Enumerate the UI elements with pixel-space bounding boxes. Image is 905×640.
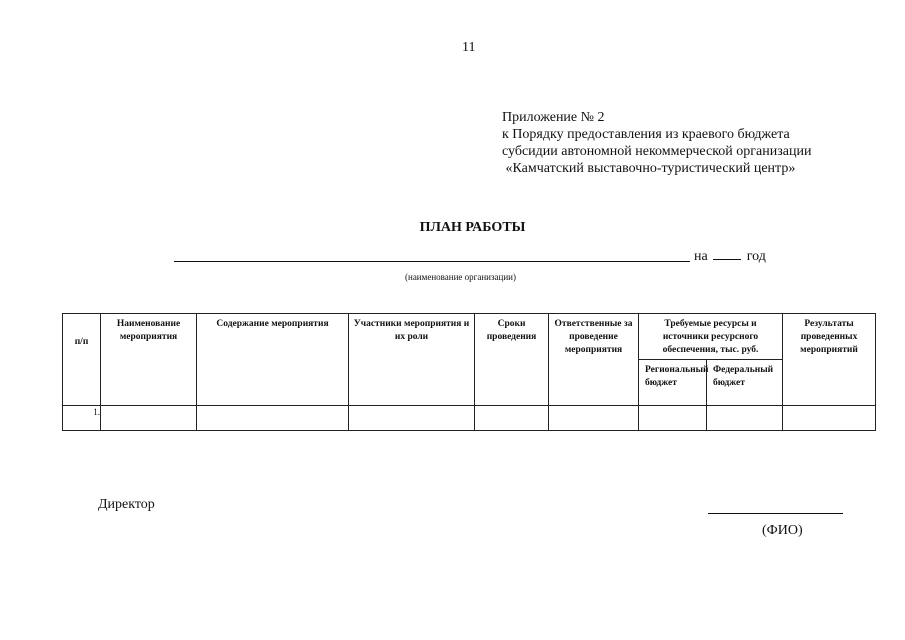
cell-federal — [707, 406, 783, 431]
header-federal: Федеральный бюджет — [707, 360, 783, 406]
year-row — [694, 247, 766, 265]
year-blank-line — [713, 247, 741, 260]
cell-participants — [349, 406, 475, 431]
page-number: 11 — [462, 40, 476, 55]
header-content: Содержание мероприятия — [197, 314, 349, 406]
cell-content — [197, 406, 349, 431]
signature-line — [708, 512, 843, 514]
document-title: ПЛАН РАБОТЫ — [419, 220, 526, 235]
table-header-row — [63, 314, 876, 360]
work-plan-table — [62, 313, 876, 431]
header-regional: Региональный бюджет — [639, 360, 707, 406]
header-resources: Требуемые ресурсы и источники ресурсного обеспечения, тыс. руб. — [639, 314, 783, 360]
cell-results — [783, 406, 876, 431]
cell-terms — [475, 406, 549, 431]
annex-line-2: к Порядку предоставления из краевого бюджета — [502, 127, 790, 142]
on-label: на — [694, 249, 708, 264]
annex-line-1: Приложение № 2 — [502, 110, 605, 125]
organization-caption: (наименование организации) — [405, 272, 516, 282]
annex-line-3: субсидии автономной некоммерческой организации — [502, 144, 812, 159]
annex-line-4: «Камчатский выставочно-туристический центр» — [502, 161, 796, 176]
header-results: Результаты проведенных мероприятий — [783, 314, 876, 406]
year-label: год — [746, 249, 766, 264]
organization-name-line — [174, 259, 690, 262]
cell-name — [101, 406, 197, 431]
header-responsible: Ответственные за проведение мероприятия — [549, 314, 639, 406]
row-number: 1. — [63, 406, 101, 431]
header-name: Наименование мероприятия — [101, 314, 197, 406]
annex-block — [502, 109, 811, 177]
cell-responsible — [549, 406, 639, 431]
header-participants: Участники мероприятия и их роли — [349, 314, 475, 406]
director-label: Директор — [98, 497, 155, 512]
cell-regional — [639, 406, 707, 431]
table-row — [63, 406, 876, 431]
header-num: п/п — [63, 314, 101, 406]
fio-caption: (ФИО) — [762, 523, 803, 538]
header-terms: Сроки проведения — [475, 314, 549, 406]
